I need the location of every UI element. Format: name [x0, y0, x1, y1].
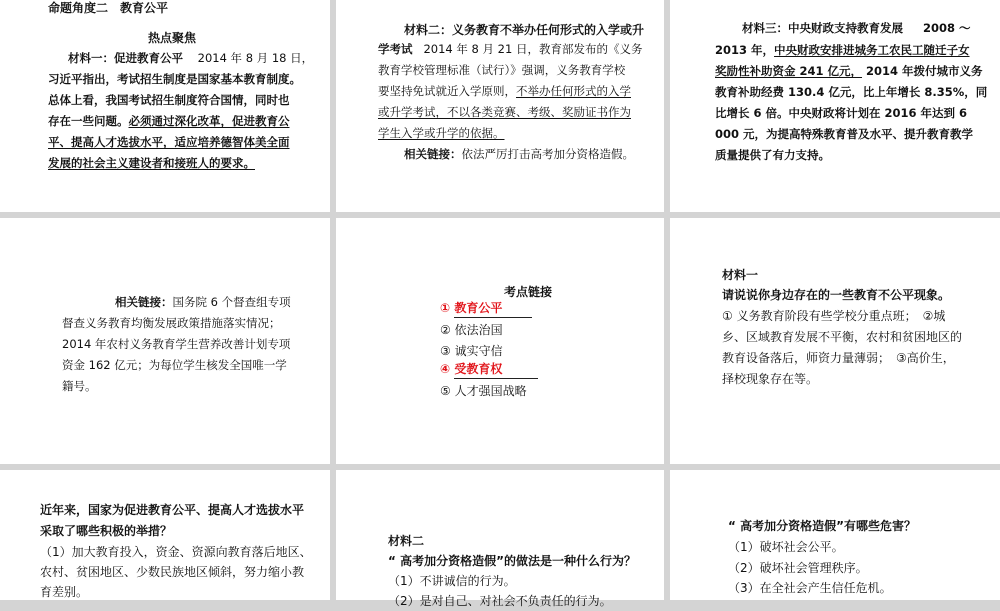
- topic-heading: 命题角度二 教育公平: [48, 1, 169, 15]
- slide-6[interactable]: [670, 218, 1000, 464]
- material-3-title: 材料三：中央财政支持教育发展 2008 ～: [742, 21, 971, 35]
- material-2-title: 材料二：义务教育不举办任何形式的入学或升: [404, 23, 645, 37]
- slide-5[interactable]: [336, 218, 664, 464]
- key-point-item: ④ 受教育权: [440, 362, 503, 376]
- body-line: 发展的社会主义建设者和接班人的要求。: [48, 156, 255, 170]
- body-line: 教育补助经费 130.4 亿元，比上年增长 8.35%，同: [715, 85, 988, 99]
- answer-underline: [454, 378, 538, 379]
- body-line: 教育学校管理标准（试行）》强调，义务教育学校: [378, 63, 626, 77]
- question-line: 采取了哪些积极的举措？: [40, 524, 173, 538]
- body-line: 督查义务教育均衡发展政策措施落实情况；: [62, 316, 281, 330]
- body-line: 习近平指出，考试招生制度是国家基本教育制度。: [48, 72, 301, 86]
- section-title: 热点聚焦: [148, 31, 197, 45]
- answer-line: 乡、区域教育发展不平衡，农村和贫困地区的: [722, 330, 963, 344]
- question-line: “ 高考加分资格造假”有哪些危害？: [728, 519, 916, 533]
- key-points-title: 考点链接: [504, 285, 553, 299]
- slide-7[interactable]: [0, 470, 330, 600]
- body-line: 比增长 6 倍。中央财政将计划在 2016 年达到 6: [715, 106, 968, 120]
- key-point-item: ⑤ 人才强国战略: [440, 384, 527, 398]
- answer-line: 农村、贫困地区、少数民族地区倾斜，努力缩小教: [40, 565, 305, 579]
- material-1-line: 材料一：促进教育公平 2014 年 8 月 18 日，: [68, 51, 314, 65]
- body-line: 质量提供了有力支持。: [715, 148, 830, 162]
- answer-line: （2）是对自己、对社会不负责任的行为。: [388, 594, 612, 608]
- body-line: 学生入学或升学的依据。: [378, 126, 505, 140]
- question-line: “ 高考加分资格造假”的做法是一种什么行为？: [388, 554, 636, 568]
- answer-line: （3）在全社会产生信任危机。: [728, 581, 892, 595]
- body-line: 或升学考试，不以各类竞赛、考级、奖励证书作为: [378, 105, 631, 119]
- body-line: 存在一些问题。必须通过深化改革，促进教育公: [48, 114, 290, 128]
- related-link-line: 相关链接：国务院 6 个督查组专项: [115, 295, 291, 309]
- body-line: 总体上看，我国考试招生制度符合国情，同时也: [48, 93, 290, 107]
- body-line: 资金 162 亿元；为每位学生核发全国唯一学: [62, 358, 287, 372]
- answer-line: 择校现象存在等。: [722, 372, 819, 386]
- body-line: 籍号。: [62, 379, 97, 393]
- body-line: 奖励性补助资金 241 亿元， 2014 年拨付城市义务: [715, 64, 983, 78]
- body-line: 学考试 2014 年 8 月 21 日，教育部发布的《义务: [378, 42, 643, 56]
- answer-line: 育差别。: [40, 585, 89, 599]
- key-point-item: ② 依法治国: [440, 323, 503, 337]
- slide-9[interactable]: [670, 470, 1000, 600]
- slide-1[interactable]: [0, 0, 330, 212]
- material-label: 材料二: [388, 534, 425, 548]
- slide-8[interactable]: [336, 470, 664, 608]
- answer-line: （1）加大教育投入，资金、资源向教育落后地区、: [40, 545, 312, 559]
- body-line: 平、提高人才选拔水平，适应培养德智体美全面: [48, 135, 290, 149]
- answer-underline: [454, 317, 532, 318]
- answer-line: （1）破坏社会公平。: [728, 540, 844, 554]
- key-point-item: ③ 诚实守信: [440, 344, 503, 358]
- answer-line: （2）破坏社会管理秩序。: [728, 561, 868, 575]
- slide-3[interactable]: [670, 0, 1000, 212]
- answer-line: 教育设备落后，师资力量薄弱； ③高价生，: [722, 351, 955, 365]
- key-point-item: ① 教育公平: [440, 301, 503, 315]
- related-link-line: 相关链接：依法严厉打击高考加分资格造假。: [404, 147, 634, 161]
- body-line: 000 元，为提高特殊教育普及水平、提升教育教学: [715, 127, 974, 141]
- body-line: 2014 年农村义务教育学生营养改善计划专项: [62, 337, 291, 351]
- question-line: 近年来，国家为促进教育公平、提高人才选拔水平: [40, 503, 305, 517]
- slide-4[interactable]: [0, 218, 330, 464]
- body-line: 要坚持免试就近入学原则，不举办任何形式的入学: [378, 84, 631, 98]
- answer-line: （1）不讲诚信的行为。: [388, 574, 516, 588]
- question-line: 请说说你身边存在的一些教育不公平现象。: [722, 288, 951, 302]
- answer-line: ① 义务教育阶段有些学校分重点班； ②城: [722, 309, 946, 323]
- material-label: 材料一: [722, 268, 759, 282]
- slide-2[interactable]: [336, 0, 664, 212]
- body-line: 2013 年，中央财政安排进城务工农民工随迁子女: [715, 43, 970, 57]
